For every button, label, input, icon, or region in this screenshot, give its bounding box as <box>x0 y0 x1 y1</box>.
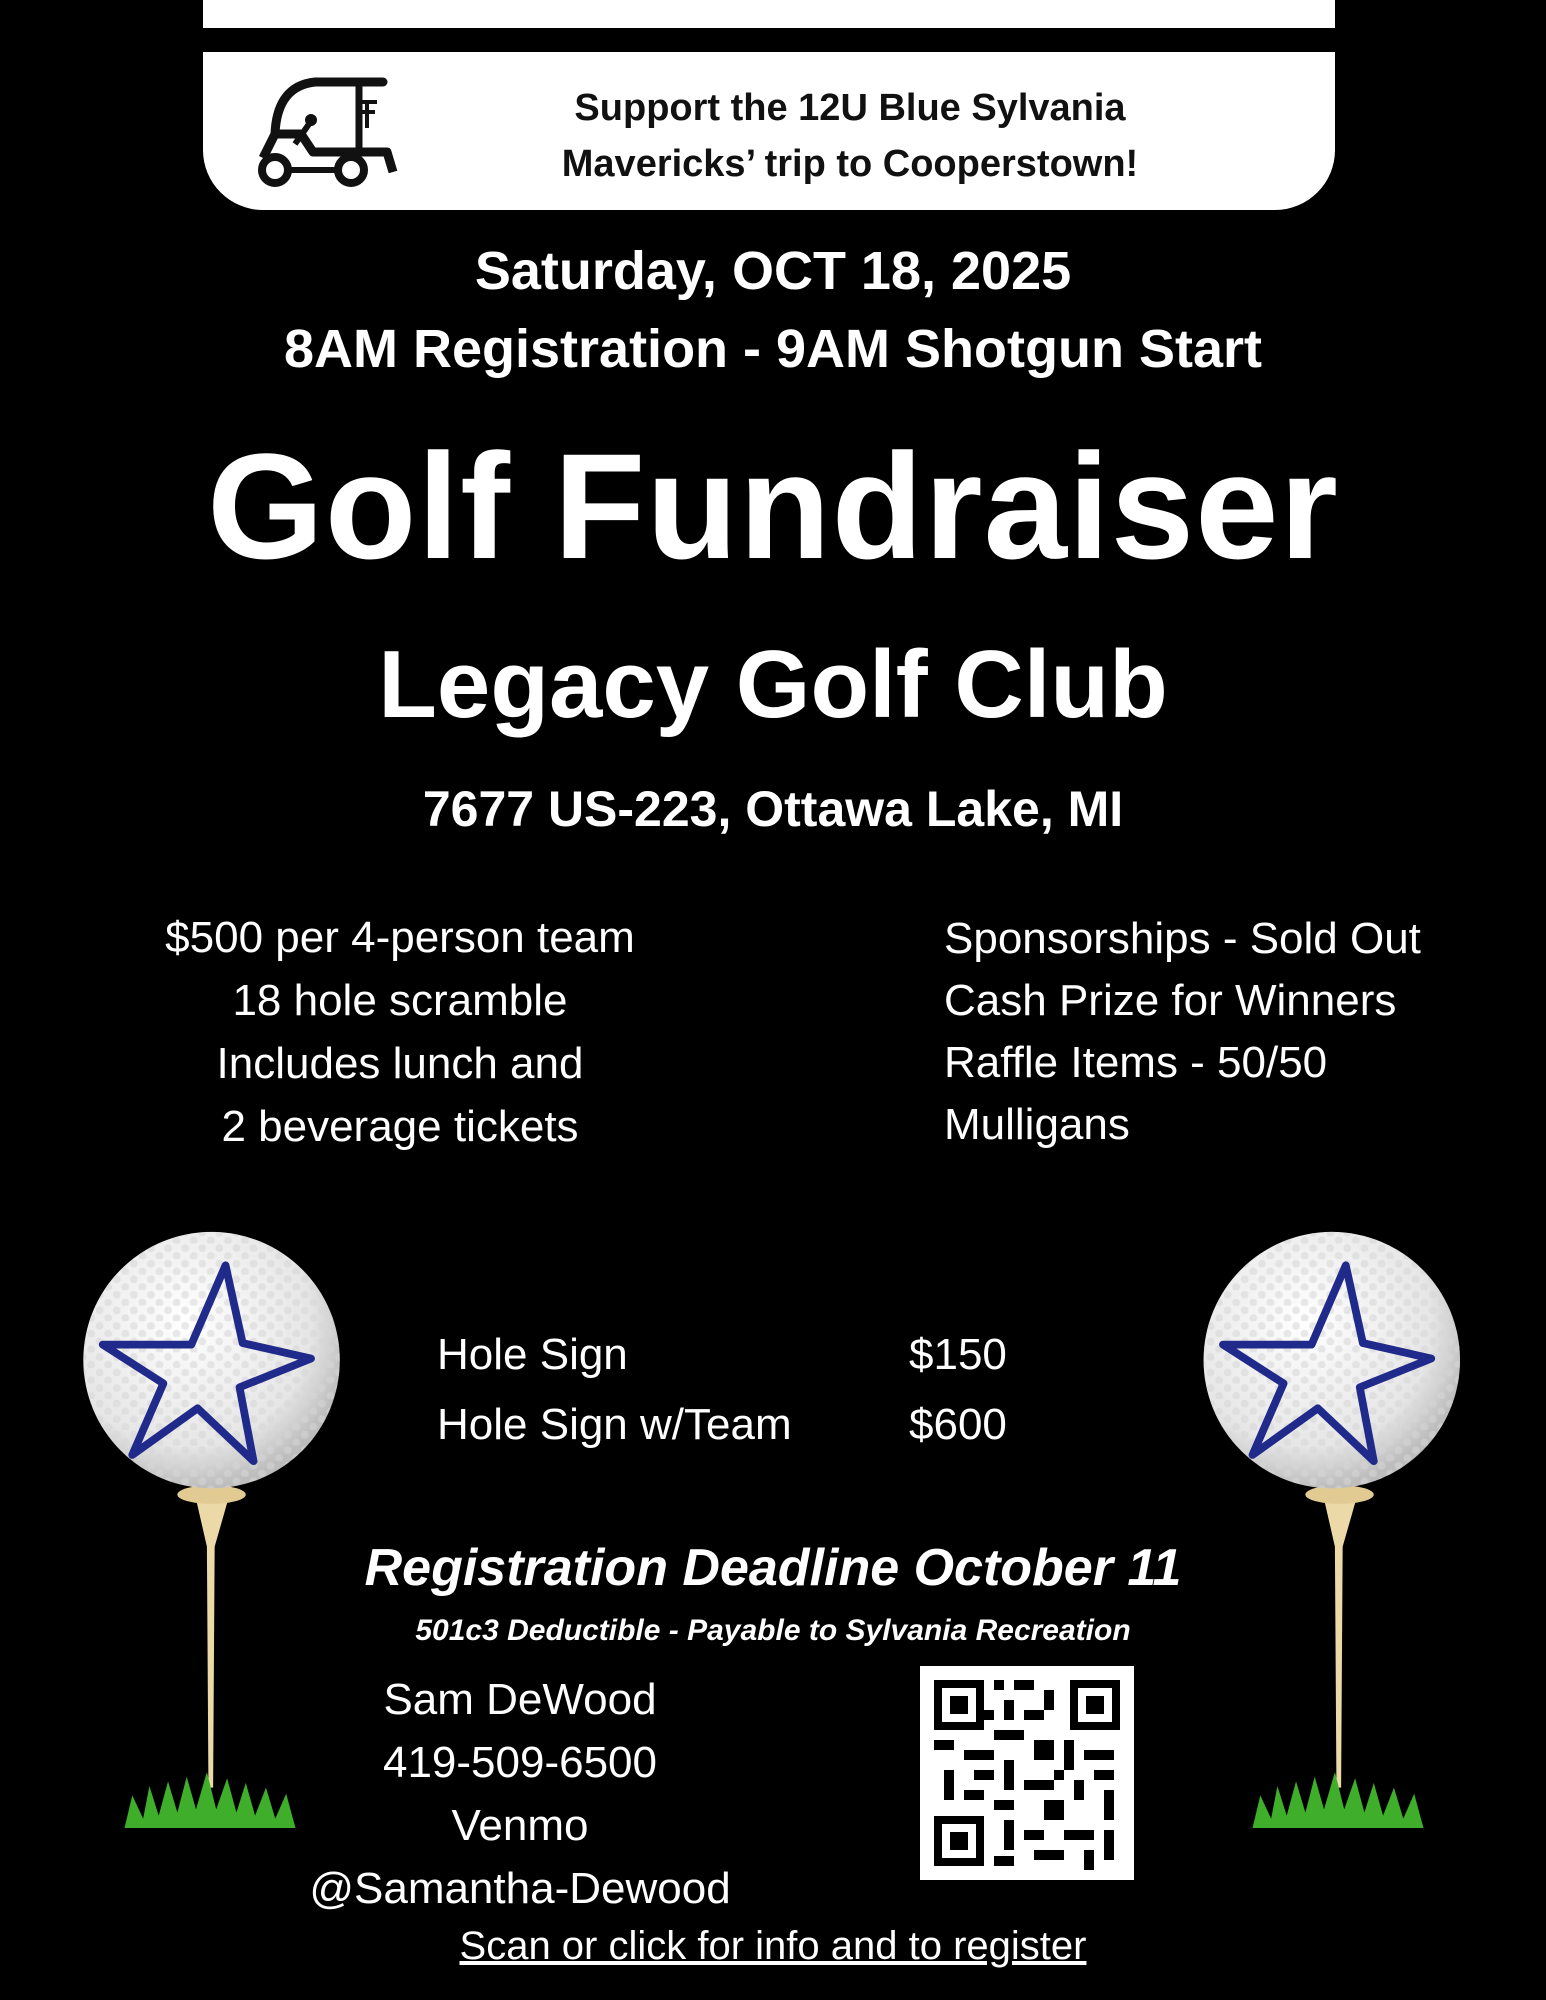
detail-item: Raffle Items - 50/50 <box>944 1038 1328 1087</box>
details-left <box>80 906 720 1158</box>
event-date: Saturday, OCT 18, 2025 <box>474 241 1072 301</box>
detail-item: Sponsorships - Sold Out <box>944 914 1421 963</box>
deductible-note: 501c3 Deductible - Payable to Sylvania Recreation <box>415 1614 1131 1647</box>
detail-item: Includes lunch and <box>216 1039 584 1088</box>
details-right <box>944 908 1524 1156</box>
detail-item: Mulligans <box>944 1100 1130 1149</box>
contact-phone: 419-509-6500 <box>382 1738 657 1787</box>
pricing-row <box>437 1320 1007 1390</box>
golf-ball-right-icon <box>1168 1228 1508 1828</box>
golf-cart-icon <box>255 72 405 192</box>
detail-item: Cash Prize for Winners <box>944 976 1397 1025</box>
contact-name: Sam DeWood <box>383 1675 657 1724</box>
pricing-item-name: Hole Sign w/Team <box>437 1400 792 1449</box>
banner-text <box>420 80 1280 192</box>
registration-deadline: Registration Deadline October 11 <box>364 1539 1182 1597</box>
contact-handle: @Samantha-Dewood <box>309 1864 731 1913</box>
detail-item: $500 per 4-person team <box>165 913 635 962</box>
banner-line-2: Mavericks’ trip to Cooperstown! <box>561 143 1139 185</box>
register-link[interactable]: Scan or click for info and to register <box>459 1924 1087 1968</box>
detail-item: 2 beverage tickets <box>221 1102 579 1151</box>
pricing-item-price: $150 <box>909 1330 1007 1379</box>
pricing-item-name: Hole Sign <box>437 1330 628 1379</box>
contact-info <box>260 1668 780 1920</box>
venue-name: Legacy Golf Club <box>378 631 1168 738</box>
detail-item: 18 hole scramble <box>232 976 568 1025</box>
banner-line-1: Support the 12U Blue Sylvania <box>574 87 1126 129</box>
banner-top-strip <box>203 0 1335 28</box>
event-title: Golf Fundraiser <box>207 422 1339 590</box>
pricing-item-price: $600 <box>909 1400 1007 1449</box>
qr-code-icon[interactable] <box>920 1666 1134 1880</box>
pricing-table <box>437 1320 1007 1460</box>
venue-address: 7677 US-223, Ottawa Lake, MI <box>422 781 1124 837</box>
event-time: 8AM Registration - 9AM Shotgun Start <box>283 319 1262 379</box>
contact-payment: Venmo <box>451 1801 589 1850</box>
pricing-row <box>437 1390 1007 1460</box>
